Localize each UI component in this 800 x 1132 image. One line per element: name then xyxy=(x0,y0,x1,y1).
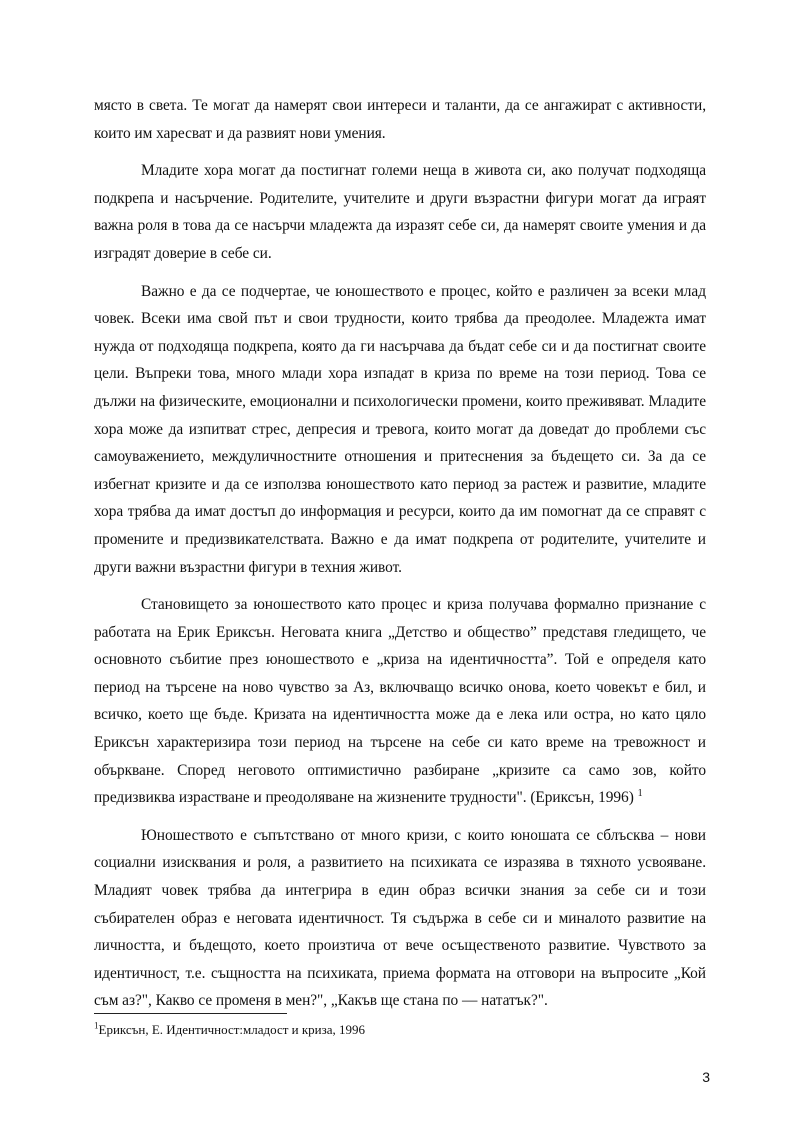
paragraph-3: Важно е да се подчертае, че юношеството е процес, който е различен за всеки млад човек. Всеки има свой път и свои трудности, които трябва да преодолее. Младежта имат нужда от подходяща подкрепа, която да ги насърчава да бъдат себе си и да постигнат своите цели. Въпреки това, много млади хора изпадат в криза по време на този период. Това се дължи на физическите, емоционални и психологически промени, които преживяват. Младите хора може да изпитват стрес, депресия и тревога, които могат да доведат до проблеми със самоуважението, междуличностните отношения и притеснения за бъдещето си. За да се избегнат кризите и да се използва юношеството като период за растеж и развитие, младите хора трябва да имат достъп до информация и ресурси, които да им помогнат да се справят с промените и предизвикателствата. Важно е да имат подкрепа от родителите, учителите и други важни възрастни фигури в техния живот. xyxy=(94,282,706,576)
paragraph-4-text: Становището за юношеството като процес и криза получава формално признание с работата на Ерик Ериксън. Неговата книга „Детство и общество” представя гледището, че основното събитие през юношеството е „криза на идентичността”. Той е определя като период на търсене на ново чувство за Аз, включващо всичко онова, което човекът е бил, и всичко, което ще бъде. Кризата на идентичността може да е лека или остра, но като цяло Ериксън характеризира този период на търсене на себе си като време на тревожност и объркване. Според неговото оптимистично разбиране „кризите са само зов, който предизвиква израстване и преодоляване на жизнените трудности". (Ериксън, 1996) xyxy=(94,596,706,807)
footnote-text: Ериксън, Е. Идентичност:младост и криза, 1996 xyxy=(98,1022,366,1037)
page-number: 3 xyxy=(702,1069,710,1085)
footnote-mark: 1 xyxy=(94,1020,99,1031)
footnote-reference[interactable]: 1 xyxy=(637,788,643,800)
footnote-separator xyxy=(94,1013,287,1014)
body-text xyxy=(94,92,706,1025)
paragraph-5: Юношеството е съпътствано от много кризи, с които юношата се сблъсква – нови социални изисквания и роля, а развитието на психиката се изразява в тяхното усвояване. Младият човек трябва да интегрира в един образ всички знания за себе си и този събирателен образ е неговата идентичност. Тя съдържа в себе си и миналото развитие на личността, и бъдещото, което произтича от вече осъщественото развитие. Чувството за идентичност, т.е. същността на психиката, приема формата на отговори на въпросите „Кой съм аз?", Какво се променя в мен?", „Какъв ще стана по — нататък?". xyxy=(94,826,706,1010)
paragraph-4 xyxy=(94,591,706,812)
paragraph-2: Младите хора могат да постигнат големи неща в живота си, ако получат подходяща подкрепа и насърчение. Родителите, учителите и други възрастни фигури могат да играят важна роля в това да се насърчи младежта да изразят себе си, да намерят своите умения и да изградят доверие в себе си. xyxy=(94,162,706,262)
footnote xyxy=(94,1022,694,1038)
paragraph-1: място в света. Те могат да намерят свои интереси и таланти, да се ангажират с активности, които им харесват и да развият нови умения. xyxy=(94,97,706,142)
